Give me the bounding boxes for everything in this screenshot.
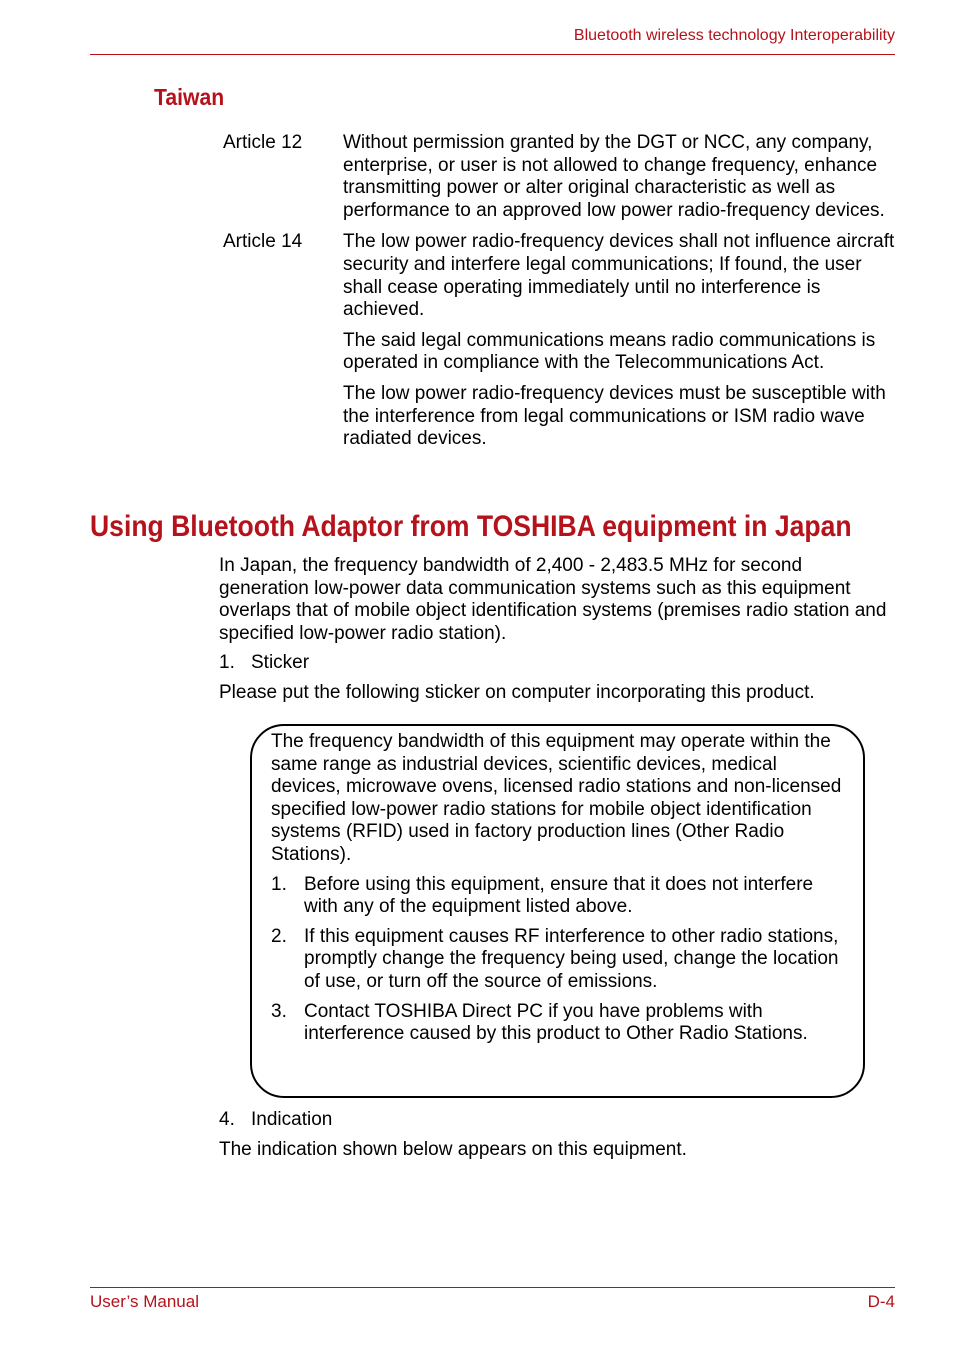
list-number: 1. <box>219 652 235 674</box>
chapter-heading-japan: Using Bluetooth Adaptor from TOSHIBA equipment in Japan <box>90 510 852 543</box>
header-rule <box>90 54 895 55</box>
article-12 <box>223 132 895 222</box>
footer-manual-title: User’s Manual <box>90 1292 199 1311</box>
list-label: Indication <box>251 1109 333 1130</box>
japan-main-text <box>219 555 895 712</box>
list-item-indication <box>219 1109 895 1132</box>
footer-rule <box>90 1287 895 1288</box>
list-number: 2. <box>271 925 287 947</box>
article-paragraph: The low power radio-frequency devices must be susceptible with the interference from legal communications or ISM radio wave radiated devices. <box>343 382 886 450</box>
article-label: Article 14 <box>223 231 303 253</box>
sticker-content <box>271 731 851 1053</box>
indication-section <box>219 1109 895 1161</box>
sticker-instruction: Please put the following sticker on computer incorporating this product. <box>219 681 815 703</box>
list-item-sticker <box>219 652 895 675</box>
list-label: Sticker <box>251 652 310 674</box>
japan-intro: In Japan, the frequency bandwidth of 2,400 - 2,483.5 MHz for second generation low-power data communication systems such as this equipment overlaps that of mobile object identification systems (premises radio station and specified low-power radio station). <box>219 555 887 644</box>
article-14 <box>223 231 895 450</box>
indication-text: The indication shown below appears on this equipment. <box>219 1138 687 1160</box>
list-text: If this equipment causes RF interference to other radio stations, promptly change the frequency being used, change the location of use, or turn off the source of emissions. <box>304 925 839 992</box>
sticker-list-item <box>271 874 851 919</box>
article-paragraph: The low power radio-frequency devices shall not influence aircraft security and interfere legal communications; If found, the user shall cease operating immediately until no interference is achieved. <box>343 231 895 321</box>
taiwan-articles <box>223 132 895 460</box>
section-heading-taiwan: Taiwan <box>154 84 225 110</box>
article-paragraph: Without permission granted by the DGT or NCC, any company, enterprise, or user is not allowed to change frequency, enhance transmitting power or alter original characteristic as well as performance to an approved low power radio-frequency devices. <box>343 132 885 221</box>
list-number: 4. <box>219 1109 235 1130</box>
sticker-list-item <box>271 926 851 994</box>
sticker-intro: The frequency bandwidth of this equipment may operate within the same range as industrial devices, scientific devices, medical devices, microwave ovens, licensed radio stations and non-licensed specified low-power radio stations for mobile object identification systems (RFID) used in factory production lines (Other Radio Stations). <box>271 731 842 865</box>
article-body <box>343 132 895 222</box>
list-text: Contact TOSHIBA Direct PC if you have problems with interference caused by this product to Other Radio Stations. <box>304 1000 808 1045</box>
article-paragraph: The said legal communications means radio communications is operated in compliance with the Telecommunications Act. <box>343 329 876 374</box>
list-number: 3. <box>271 1000 287 1022</box>
article-label: Article 12 <box>223 132 303 153</box>
sticker-list-item <box>271 1001 851 1046</box>
running-header: Bluetooth wireless technology Interoperability <box>573 27 895 44</box>
article-body <box>343 231 895 450</box>
list-number: 1. <box>271 873 287 895</box>
list-text: Before using this equipment, ensure that it does not interfere with any of the equipment listed above. <box>304 873 814 918</box>
footer-page-number: D-4 <box>867 1292 895 1311</box>
